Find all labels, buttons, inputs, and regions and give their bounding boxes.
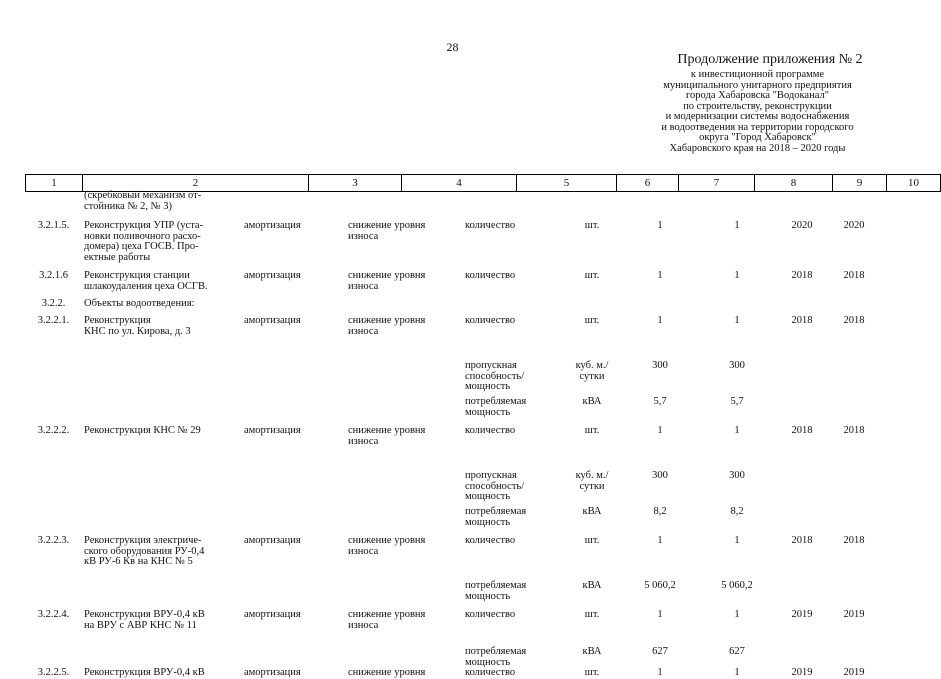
indicator-line: количество: [465, 220, 516, 231]
table-row: [25, 316, 880, 361]
value-before: [622, 299, 698, 316]
column-header-row: [26, 175, 941, 192]
project-name-line: шлакоудаления цеха ОСГВ.: [84, 280, 208, 292]
table-row: [25, 299, 880, 316]
unit-line: кВА: [582, 506, 602, 517]
value-after: 1: [734, 667, 740, 678]
table-row: [25, 536, 880, 581]
indicator-line: количество: [465, 270, 516, 281]
value-after: [698, 299, 776, 316]
project-name-line: на ВРУ с АВР КНС № 11: [84, 619, 197, 631]
project-name: [82, 668, 242, 679]
start-year: [776, 397, 828, 426]
project-name-line: новки поливочного расхо-: [84, 230, 201, 242]
start-year: 2018: [791, 535, 813, 546]
end-year: [828, 581, 880, 610]
indicator-line: количество: [465, 535, 516, 546]
table-row: [25, 507, 880, 536]
start-year: [776, 191, 828, 221]
row-number: [25, 647, 82, 668]
table-row: [25, 426, 880, 471]
row-number: 3.2.2.1.: [37, 315, 70, 326]
value-before: 1: [657, 220, 663, 231]
value-after: 8,2: [730, 506, 744, 517]
project-name-line: КНС по ул. Кирова, д. 3: [84, 325, 191, 337]
table-row: [25, 581, 880, 610]
project-name-line: ектные работы: [84, 251, 151, 263]
indicator: [457, 191, 562, 221]
value-after: 1: [734, 270, 740, 281]
purpose: [342, 221, 457, 271]
purpose: [342, 191, 457, 221]
end-year: 2019: [843, 667, 865, 678]
indicator: [457, 581, 562, 610]
project-name: [82, 271, 242, 299]
indicator-line: потребляемая: [465, 580, 527, 591]
indicator-line: мощность: [465, 381, 511, 392]
start-year: 2018: [791, 425, 813, 436]
end-year: [828, 507, 880, 536]
value-after: 1: [734, 220, 740, 231]
purpose-line: снижение уровня: [348, 315, 426, 326]
table-row: [25, 610, 880, 647]
project-name-line: стойника № 2, № 3): [84, 200, 172, 212]
funding-source: амортизация: [244, 535, 301, 546]
funding-source: амортизация: [244, 425, 301, 436]
funding-source: [242, 647, 342, 668]
purpose: [342, 361, 457, 397]
value-after: 627: [729, 646, 745, 657]
unit: [562, 221, 622, 271]
project-name-line: Объекты водоотведения:: [84, 298, 195, 309]
value-before: 1: [657, 609, 663, 620]
end-year: [828, 191, 880, 221]
purpose-line: снижение уровня: [348, 270, 426, 281]
project-name-line: ского оборудования РУ-0,4: [84, 545, 205, 557]
funding-source: амортизация: [244, 609, 301, 620]
project-name-line: Реконструкция ВРУ-0,4 кВ: [84, 667, 205, 678]
unit: [562, 610, 622, 647]
purpose: [342, 299, 457, 316]
value-before: 1: [657, 425, 663, 436]
row-number: [25, 471, 82, 507]
indicator-line: пропускная: [465, 470, 517, 481]
appendix-title: Продолжение приложения № 2: [677, 52, 863, 67]
column-header-5: 5: [517, 175, 617, 192]
indicator: [457, 668, 562, 679]
row-number: 3.2.2.3.: [37, 535, 70, 546]
project-name-line: Реконструкция КНС № 29: [84, 425, 201, 436]
end-year: [828, 647, 880, 668]
row-number: 3.2.1.5.: [37, 220, 70, 231]
data-table: [25, 191, 880, 679]
funding-source: [242, 397, 342, 426]
project-name-line: Реконструкция электриче-: [84, 535, 202, 546]
purpose: [342, 507, 457, 536]
start-year: 2019: [791, 609, 813, 620]
indicator-line: мощность: [465, 406, 511, 418]
funding-source: амортизация: [244, 667, 301, 678]
indicator: [457, 471, 562, 507]
purpose: [342, 668, 457, 679]
project-name-line: Реконструкция ВРУ-0,4 кВ: [84, 609, 205, 620]
project-name: [82, 471, 242, 507]
appendix-subtitle: [630, 70, 885, 154]
start-year: [776, 581, 828, 610]
table-row: [25, 397, 880, 426]
indicator-line: потребляемая: [465, 396, 527, 407]
value-before: 300: [652, 360, 668, 371]
start-year: [776, 507, 828, 536]
purpose-line: износа: [348, 230, 379, 242]
column-header-10: 10: [887, 175, 941, 192]
funding-source: [242, 581, 342, 610]
value-after: 1: [734, 425, 740, 436]
indicator: [457, 397, 562, 426]
purpose: [342, 647, 457, 668]
start-year: 2020: [791, 220, 813, 231]
indicator-line: мощность: [465, 656, 511, 668]
unit-line: кВА: [582, 646, 602, 657]
value-before: [622, 191, 698, 221]
value-before: 1: [657, 667, 663, 678]
unit-line: шт.: [584, 609, 600, 620]
start-year: 2018: [791, 315, 813, 326]
start-year: [776, 471, 828, 507]
unit: [562, 397, 622, 426]
end-year: 2018: [843, 535, 865, 546]
project-name: [82, 647, 242, 668]
end-year: [828, 397, 880, 426]
indicator: [457, 426, 562, 471]
indicator-line: потребляемая: [465, 646, 527, 657]
appendix-subtitle-line: округа "Город Хабаровск": [699, 132, 816, 143]
unit-line: кВА: [582, 580, 602, 591]
purpose: [342, 316, 457, 361]
funding-source: амортизация: [244, 315, 301, 326]
column-header-2: 2: [83, 175, 309, 192]
unit-line: сутки: [579, 480, 605, 492]
funding-source: [242, 299, 342, 316]
project-name: [82, 536, 242, 581]
column-header-7: 7: [679, 175, 755, 192]
purpose: [342, 397, 457, 426]
project-name-line: Реконструкция УПР (уста-: [84, 220, 204, 231]
end-year: 2019: [843, 609, 865, 620]
purpose: [342, 471, 457, 507]
purpose: [342, 426, 457, 471]
row-number: 3.2.2.: [41, 298, 66, 309]
value-after: 5,7: [730, 396, 744, 407]
column-header-3: 3: [309, 175, 402, 192]
column-header-4: 4: [402, 175, 517, 192]
value-after: 300: [729, 360, 745, 371]
value-before: 1: [657, 315, 663, 326]
purpose-line: износа: [348, 545, 379, 557]
value-after: 300: [729, 470, 745, 481]
table-row: [25, 271, 880, 299]
unit: [562, 668, 622, 679]
project-name-line: домера) цеха ГОСВ. Про-: [84, 241, 199, 252]
indicator-line: количество: [465, 667, 516, 678]
purpose-line: износа: [348, 325, 379, 337]
purpose: [342, 581, 457, 610]
end-year: [828, 299, 880, 316]
start-year: [776, 299, 828, 316]
column-header-8: 8: [755, 175, 833, 192]
unit: [562, 191, 622, 221]
indicator-line: количество: [465, 609, 516, 620]
row-number: [25, 191, 82, 221]
project-name: [82, 581, 242, 610]
indicator-line: количество: [465, 315, 516, 326]
end-year: [828, 361, 880, 397]
project-name: [82, 507, 242, 536]
table-row: [25, 191, 880, 221]
indicator: [457, 271, 562, 299]
appendix-subtitle-line: по строительству, реконструкции: [683, 100, 832, 112]
indicator-line: мощность: [465, 491, 511, 502]
indicator-line: пропускная: [465, 360, 517, 371]
row-number: [25, 581, 82, 610]
project-name: [82, 361, 242, 397]
purpose: [342, 271, 457, 299]
project-name: [82, 397, 242, 426]
project-name: [82, 316, 242, 361]
purpose-line: снижение уровня: [348, 535, 426, 546]
row-number: [25, 361, 82, 397]
unit: [562, 361, 622, 397]
purpose-line: снижение уровня: [348, 609, 426, 620]
start-year: 2019: [791, 667, 813, 678]
column-header-1: 1: [26, 175, 83, 192]
project-name-line: Реконструкция станции: [84, 270, 190, 281]
end-year: 2018: [843, 425, 865, 436]
unit: [562, 536, 622, 581]
appendix-subtitle-line: Хабаровского края на 2018 – 2020 годы: [669, 142, 846, 154]
unit: [562, 647, 622, 668]
unit-line: шт.: [584, 315, 600, 326]
row-number: [25, 397, 82, 426]
column-header-9: 9: [833, 175, 887, 192]
table-row: [25, 647, 880, 668]
purpose: [342, 610, 457, 647]
indicator-line: способность/: [465, 370, 525, 382]
purpose-line: снижение уровня: [348, 220, 426, 231]
appendix-subtitle-line: города Хабаровска "Водоканал": [686, 90, 829, 101]
end-year: 2018: [843, 315, 865, 326]
indicator-line: потребляемая: [465, 506, 527, 517]
indicator: [457, 299, 562, 316]
unit-line: шт.: [584, 425, 600, 436]
row-number: 3.2.2.5.: [37, 667, 70, 678]
indicator: [457, 647, 562, 668]
unit: [562, 507, 622, 536]
funding-source: амортизация: [244, 220, 301, 231]
indicator: [457, 536, 562, 581]
appendix-subtitle-line: и модернизации системы водоснабжения: [665, 111, 850, 122]
project-name: [82, 221, 242, 271]
value-after: 5 060,2: [721, 580, 753, 591]
value-after: 1: [734, 315, 740, 326]
purpose-line: износа: [348, 435, 379, 447]
table-row: [25, 471, 880, 507]
value-before: 8,2: [653, 506, 667, 517]
project-name: [82, 299, 242, 316]
table-row: [25, 361, 880, 397]
purpose: [342, 536, 457, 581]
unit: [562, 471, 622, 507]
project-name-line: (скребковый механизм от-: [84, 190, 202, 201]
start-year: 2018: [791, 270, 813, 281]
row-number: 3.2.2.2.: [37, 425, 70, 436]
unit-line: куб. м./: [575, 470, 609, 481]
project-name-line: кВ РУ-6 Кв на КНС № 5: [84, 556, 193, 567]
indicator: [457, 361, 562, 397]
value-before: 300: [652, 470, 668, 481]
funding-source: [242, 471, 342, 507]
unit: [562, 271, 622, 299]
appendix-subtitle-line: муниципального унитарного предприятия: [663, 79, 852, 91]
unit-line: шт.: [584, 535, 600, 546]
column-header-6: 6: [617, 175, 679, 192]
purpose-line: снижение уровня: [348, 667, 426, 678]
value-after: 1: [734, 609, 740, 620]
funding-source: [242, 191, 342, 221]
value-before: 1: [657, 535, 663, 546]
table-row: [25, 668, 880, 679]
indicator: [457, 507, 562, 536]
table-row: [25, 221, 880, 271]
project-name: [82, 426, 242, 471]
indicator-line: мощность: [465, 590, 511, 602]
unit: [562, 426, 622, 471]
value-before: 5,7: [653, 396, 667, 407]
value-before: 5 060,2: [644, 580, 676, 591]
unit: [562, 299, 622, 316]
unit-line: куб. м./: [575, 360, 609, 371]
start-year: [776, 647, 828, 668]
indicator-line: мощность: [465, 516, 511, 528]
purpose-line: снижение уровня: [348, 425, 426, 436]
project-name: [82, 191, 242, 221]
unit-line: сутки: [579, 370, 605, 382]
end-year: 2018: [843, 270, 865, 281]
start-year: [776, 361, 828, 397]
unit: [562, 581, 622, 610]
indicator: [457, 221, 562, 271]
value-after: 1: [734, 535, 740, 546]
row-number: [25, 507, 82, 536]
unit-line: шт.: [584, 220, 600, 231]
purpose-line: износа: [348, 619, 379, 631]
funding-source: [242, 507, 342, 536]
unit-line: кВА: [582, 396, 602, 407]
indicator-line: способность/: [465, 480, 525, 492]
indicator-line: количество: [465, 425, 516, 436]
end-year: [828, 471, 880, 507]
row-number: 3.2.2.4.: [37, 609, 70, 620]
row-number: 3.2.1.6: [39, 270, 68, 281]
value-before: 1: [657, 270, 663, 281]
unit: [562, 316, 622, 361]
page-number: 28: [446, 40, 459, 54]
project-name: [82, 610, 242, 647]
value-before: 627: [652, 646, 668, 657]
funding-source: [242, 361, 342, 397]
unit-line: шт.: [584, 667, 600, 678]
unit-line: шт.: [584, 270, 600, 281]
project-name-line: Реконструкция: [84, 315, 151, 326]
indicator: [457, 610, 562, 647]
purpose-line: износа: [348, 280, 379, 292]
value-after: [698, 191, 776, 221]
funding-source: амортизация: [244, 270, 301, 281]
appendix-subtitle-line: к инвестиционной программе: [690, 69, 825, 80]
appendix-subtitle-line: и водоотведения на территории городского: [661, 121, 854, 133]
end-year: 2020: [843, 220, 865, 231]
indicator: [457, 316, 562, 361]
